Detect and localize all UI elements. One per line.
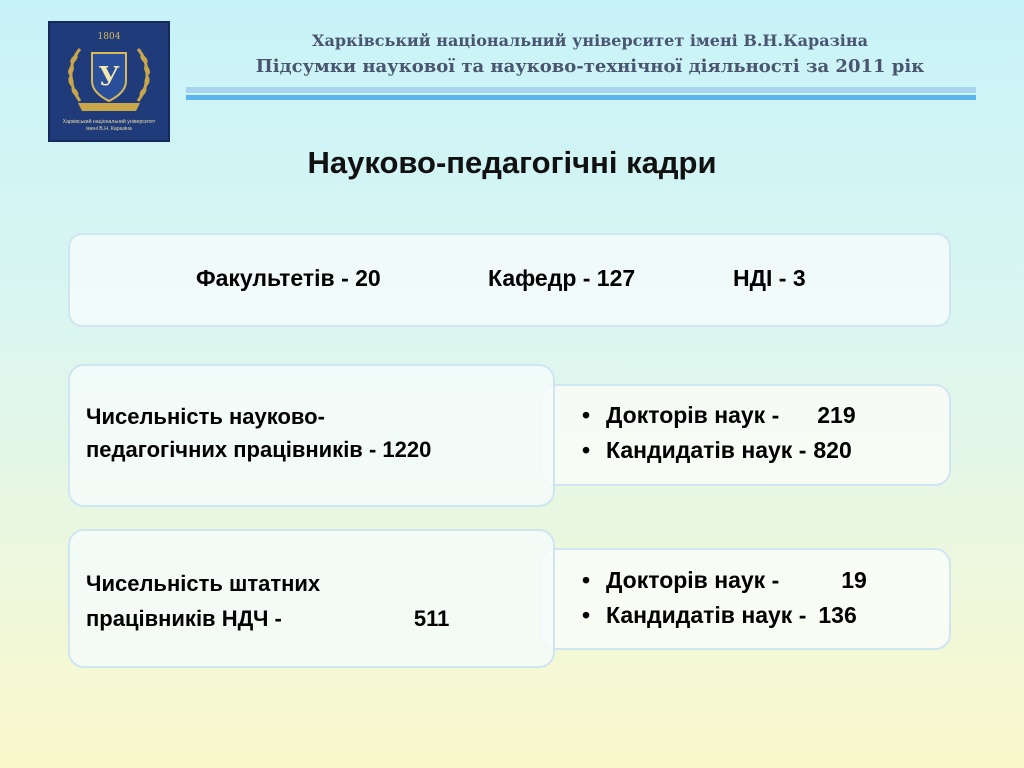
teaching-staff-line1: Чисельність науково- — [86, 404, 325, 429]
logo-caption-1: Харківський національний університет — [62, 119, 156, 125]
research-staff-value: 511 — [413, 606, 450, 631]
logo-year: 1804 — [97, 32, 121, 42]
teaching-staff-line2: педагогічних працівників - 1220 — [86, 437, 432, 462]
logo-caption-2: імені В.Н. Каразіна — [86, 126, 132, 132]
list-item — [582, 563, 867, 598]
university-logo — [48, 21, 170, 142]
teaching-degrees-list — [582, 398, 856, 468]
research-staff-line2 — [86, 601, 449, 636]
list-item — [582, 598, 867, 633]
page-title: Науково-педагогічні кадри — [307, 145, 717, 180]
candidates-value: 136 — [818, 602, 857, 628]
bullet-icon: • — [582, 402, 591, 428]
header-rule-light — [186, 87, 976, 93]
header-rule-dark — [186, 95, 976, 100]
bullet-icon: • — [582, 567, 591, 593]
report-title: Підсумки наукової та науково-технічної діяльності за 2011 рік — [255, 56, 925, 77]
logo-letter: У — [98, 62, 120, 92]
research-degrees-list — [582, 563, 867, 633]
departments-count: Кафедр - 127 — [488, 265, 636, 291]
candidates-value: 820 — [813, 437, 852, 463]
doctors-value: 219 — [817, 402, 856, 428]
research-staff-line1: Чисельність штатних — [86, 571, 321, 596]
bullet-icon: • — [582, 437, 591, 463]
bullet-icon: • — [582, 602, 591, 628]
teaching-staff-text — [86, 400, 431, 466]
list-item — [582, 433, 856, 468]
doctors-label: Докторів наук - — [606, 567, 780, 593]
university-name: Харківський національний університет імені В.Н.Каразіна — [312, 31, 868, 50]
research-staff-label: працівників НДЧ - — [86, 606, 282, 631]
research-staff-text — [86, 566, 449, 636]
candidates-label: Кандидатів наук - — [606, 602, 807, 628]
doctors-label: Докторів наук - — [606, 402, 780, 428]
candidates-label: Кандидатів наук - — [606, 437, 807, 463]
institutes-count: НДІ - 3 — [733, 265, 806, 291]
faculties-count: Факультетів - 20 — [196, 265, 381, 291]
list-item — [582, 398, 856, 433]
doctors-value: 19 — [841, 567, 867, 593]
